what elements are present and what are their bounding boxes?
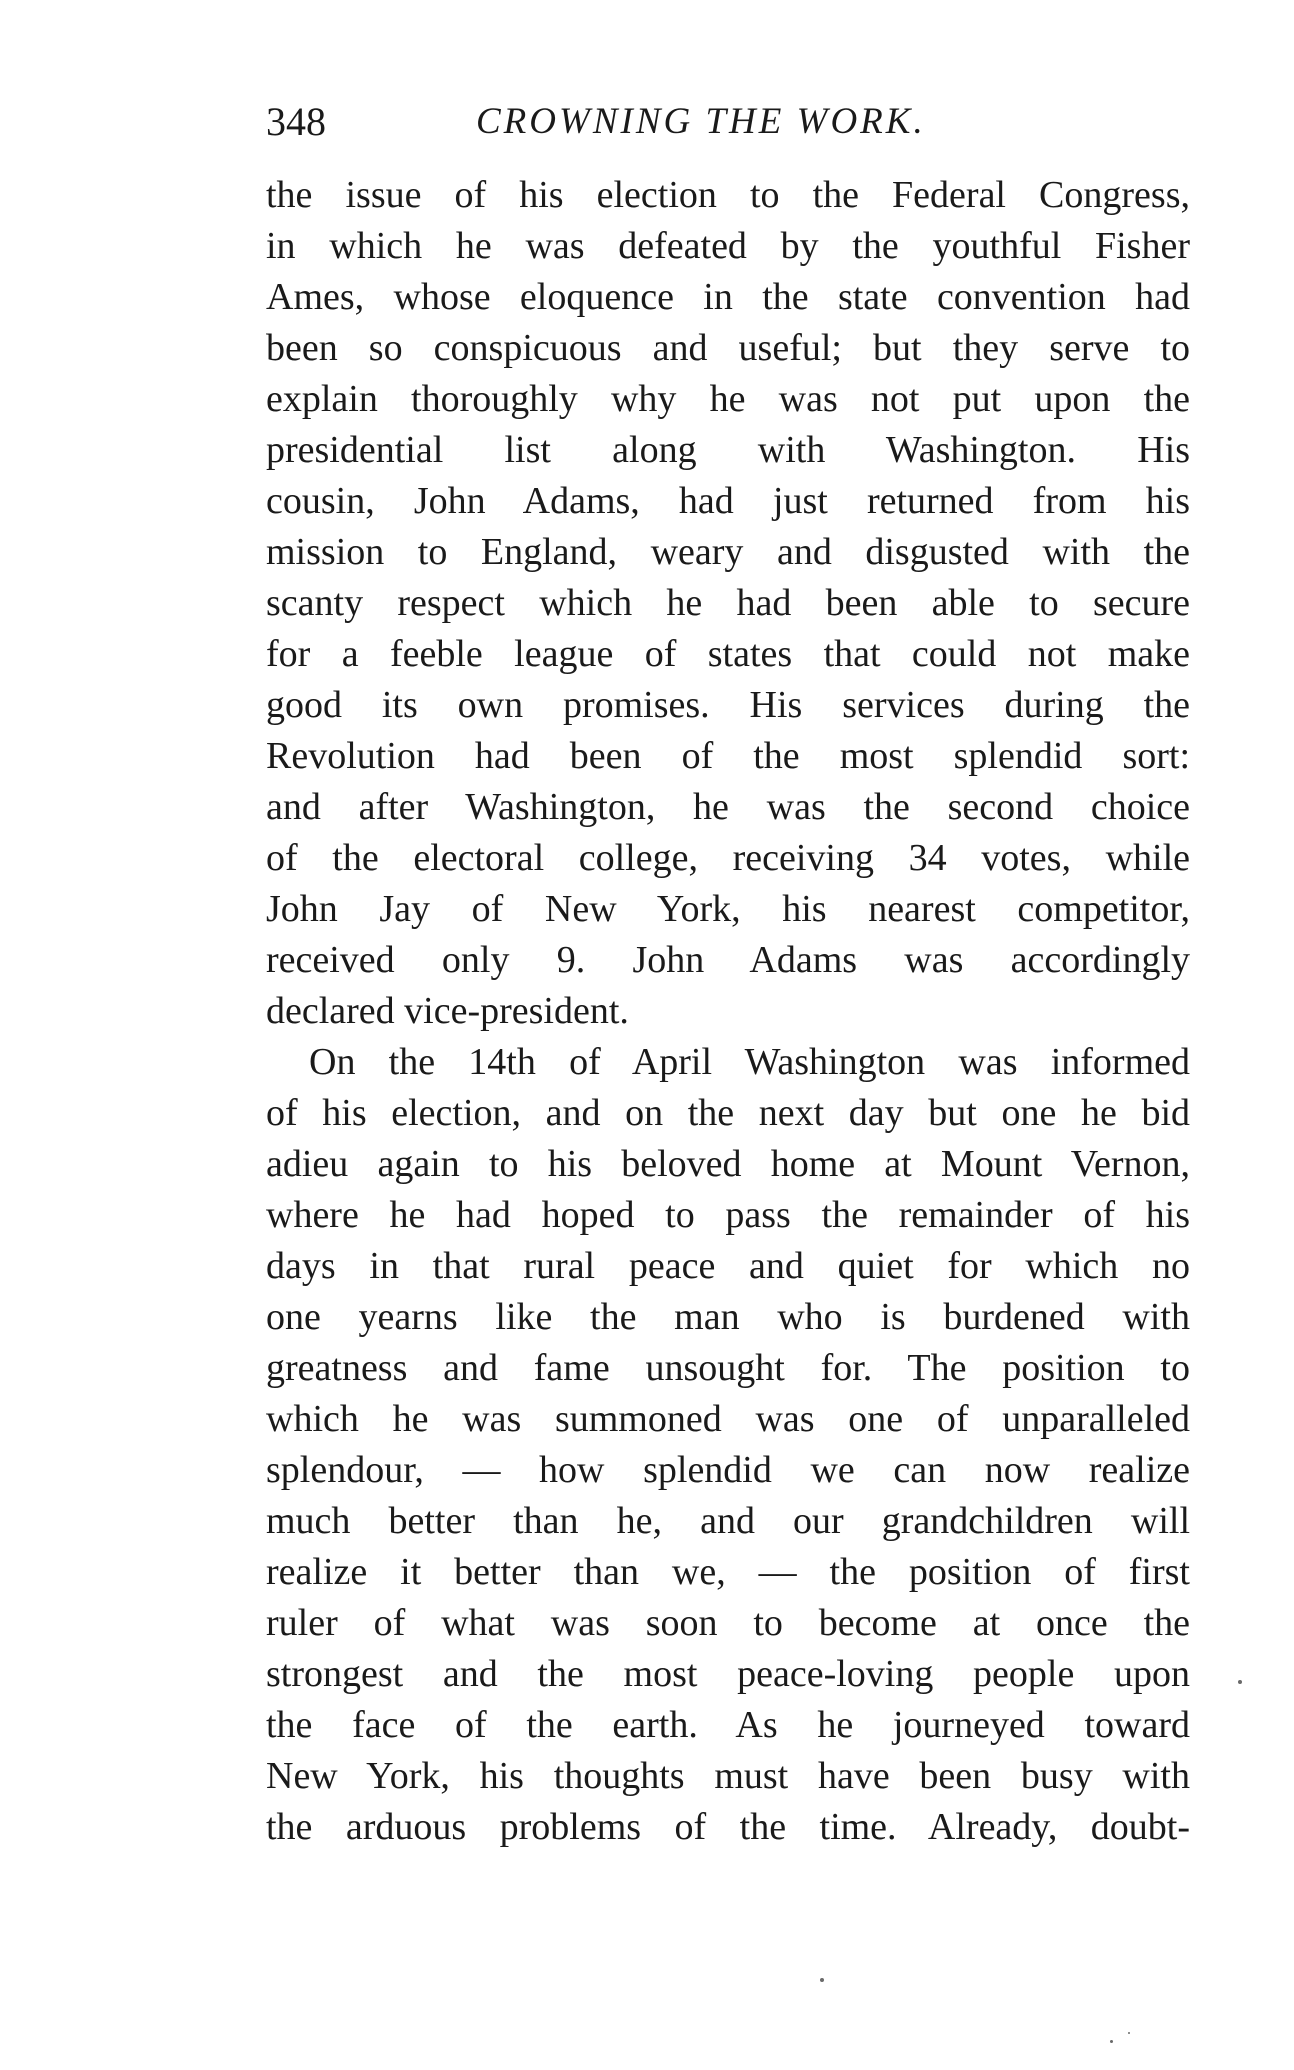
text-line: Ames, whose eloquence in the state convention had: [266, 276, 1190, 318]
paragraph-start-line: On the 14th of April Washington was informed: [309, 1041, 1190, 1083]
page-number: 348: [266, 99, 326, 144]
text-line: good its own promises. His services during the: [266, 684, 1190, 726]
text-line: mission to England, weary and disgusted with the: [266, 531, 1190, 573]
text-line: explain thoroughly why he was not put upon the: [266, 378, 1190, 420]
text-line: which he was summoned was one of unparalleled: [266, 1398, 1190, 1440]
text-line: adieu again to his beloved home at Mount Vernon,: [266, 1143, 1190, 1185]
running-title: CROWNING THE WORK.: [476, 101, 926, 142]
paper-speck: [820, 1978, 824, 1982]
text-line: of his election, and on the next day but one he bid: [266, 1092, 1190, 1134]
text-line: Revolution had been of the most splendid sort:: [266, 735, 1190, 777]
paper-speck: [1128, 2032, 1130, 2034]
text-line: one yearns like the man who is burdened with: [266, 1296, 1190, 1338]
text-line: strongest and the most peace-loving people upon: [266, 1653, 1190, 1695]
text-line: cousin, John Adams, had just returned from his: [266, 480, 1190, 522]
text-line: realize it better than we, — the position of first: [266, 1551, 1190, 1593]
body-text: [266, 170, 1190, 1853]
paper-speck: [1238, 1680, 1242, 1684]
text-line: ruler of what was soon to become at once the: [266, 1602, 1190, 1644]
paper-speck: [1110, 2040, 1113, 2043]
text-line: where he had hoped to pass the remainder of his: [266, 1194, 1190, 1236]
text-line: of the electoral college, receiving 34 votes, while: [266, 837, 1190, 879]
text-line: the arduous problems of the time. Already, doubt-: [266, 1806, 1190, 1848]
text-line: for a feeble league of states that could not make: [266, 633, 1190, 675]
text-line: much better than he, and our grandchildren will: [266, 1500, 1190, 1542]
text-line: been so conspicuous and useful; but they serve to: [266, 327, 1190, 369]
text-line: in which he was defeated by the youthful Fisher: [266, 225, 1190, 267]
text-line: John Jay of New York, his nearest competitor,: [266, 888, 1190, 930]
text-line: New York, his thoughts must have been busy with: [266, 1755, 1190, 1797]
paragraph-end-line: declared vice-president.: [266, 990, 629, 1032]
text-line: and after Washington, he was the second choice: [266, 786, 1190, 828]
text-line: scanty respect which he had been able to secure: [266, 582, 1190, 624]
text-line: received only 9. John Adams was accordingly: [266, 939, 1190, 981]
text-line: presidential list along with Washington. His: [266, 429, 1190, 471]
text-line: days in that rural peace and quiet for which no: [266, 1245, 1190, 1287]
text-line: the issue of his election to the Federal Congress,: [266, 174, 1190, 216]
running-head: [266, 98, 1190, 146]
text-line: greatness and fame unsought for. The position to: [266, 1347, 1190, 1389]
text-line: the face of the earth. As he journeyed toward: [266, 1704, 1190, 1746]
text-line: splendour, — how splendid we can now realize: [266, 1449, 1190, 1491]
